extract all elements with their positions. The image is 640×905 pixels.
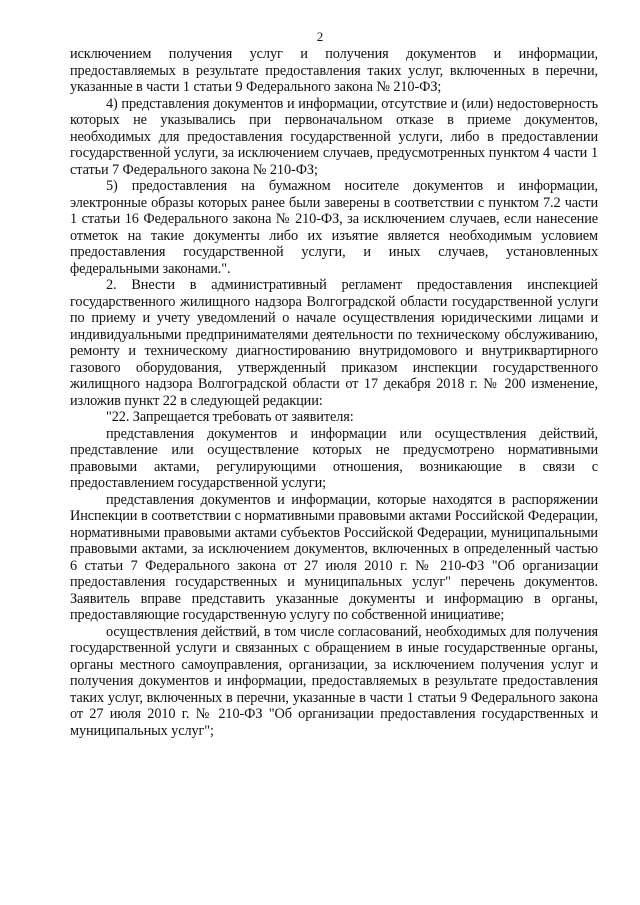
paragraph-clause-22-item-3: осуществления действий, в том числе согласований, необходимых для получения государственной услуги и связанных с обращением в иные государственные органы, органы местного самоуправления, организации, за исключением получения услуг и получения документов и информации, предоставляемых в результате предоставления таких услуг, включенных в перечни, указанные в части 1 статьи 9 Федерального закона от 27 июля 2010 г. № 210-ФЗ "Об организации предоставления государственных и муниципальных услуг"; bbox=[70, 623, 598, 739]
paragraph-continuation: исключением получения услуг и получения документов и информации, предоставляемых в результате предоставления таких услуг, включенных в перечни, указанные в части 1 статьи 9 Федерального закона № 210-ФЗ; bbox=[70, 46, 598, 95]
page-number: 2 bbox=[316, 29, 324, 44]
paragraph-section-2: 2. Внести в административный регламент предоставления инспекцией государственного жилищного надзора Волгоградской области государственной услуги по приему и учету уведомлений о начале осуществления юридическими лицами и индивидуальными предпринимателями деятельности по техническому обслуживанию, ремонту и техническому диагностированию внутридомового и внутриквартирного газового оборудования, утвержденный приказом инспекции государственного жилищного надзора Волгоградской области от 17 декабря 2018 г. № 200 изменение, изложив пункт 22 в следующей редакции: bbox=[70, 277, 598, 409]
paragraph-clause-22-heading: "22. Запрещается требовать от заявителя: bbox=[106, 409, 354, 425]
paragraph-clause-22-item-2: представления документов и информации, которые находятся в распоряжении Инспекции в соответствии с нормативными правовыми актами Российской Федерации, нормативными правовыми актами субъектов Российской Федерации, муниципальными правовыми актами, за исключением документов, включенных в определенный частью 6 статьи 7 Федерального закона от 27 июля 2010 г. № 210-ФЗ "Об организации предоставления государственных и муниципальных услуг" перечень документов. Заявитель вправе представить указанные документы и информацию в органы, предоставляющие государственную услугу по собственной инициативе; bbox=[70, 491, 598, 623]
paragraph-item-4: 4) представления документов и информации, отсутствие и (или) недостоверность которых не указывались при первоначальном отказе в приеме документов, необходимых для предоставления государственной услуги, либо в предоставлении государственной услуги, за исключением случаев, предусмотренных пунктом 4 части 1 статьи 7 Федерального закона № 210-ФЗ; bbox=[70, 95, 598, 178]
paragraph-clause-22-item-1: представления документов и информации или осуществления действий, представление или осуществление которых не предусмотрено нормативными правовыми актами, регулирующими отношения, возникающие в связи с предоставлением государственной услуги; bbox=[70, 425, 598, 491]
body-text bbox=[70, 46, 598, 739]
paragraph-item-5: 5) предоставления на бумажном носителе документов и информации, электронные образы которых ранее были заверены в соответствии с пунктом 7.2 части 1 статьи 16 Федерального закона № 210-ФЗ, за исключением случаев, если нанесение отметок на такие документы либо их изъятие является необходимым условием предоставления государственной услуги, и иных случаев, установленных федеральными законами.". bbox=[70, 178, 598, 277]
